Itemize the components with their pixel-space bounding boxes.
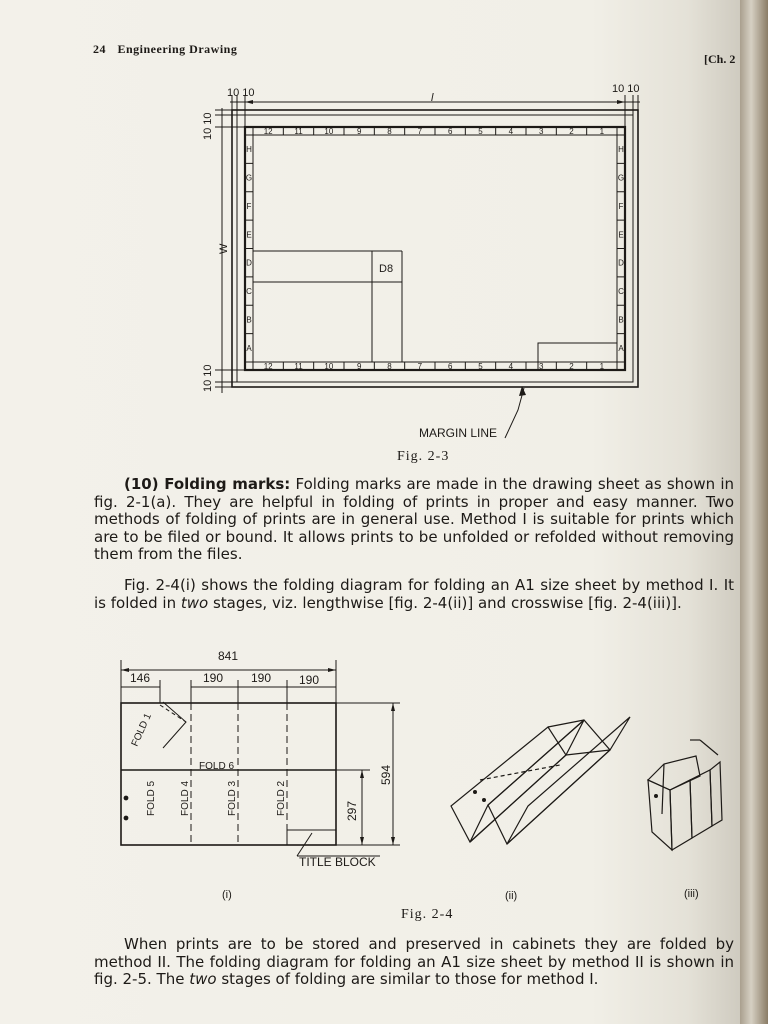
zone-column-label-bottom: 7: [417, 362, 423, 371]
zone-column-label-top: 12: [263, 127, 273, 136]
dim-190-b: 190: [251, 671, 272, 685]
zone-column-label-top: 6: [447, 127, 453, 136]
zone-column-label-top: 7: [417, 127, 423, 136]
figure-2-4-caption: Fig. 2-4: [401, 907, 454, 922]
dim-594: 594: [379, 764, 393, 785]
drawing-frame: [245, 127, 625, 370]
folding-marks-text: Folding marks are made in the drawing sheet as shown in fig. 2-1(a). They are helpful in folding of prints in proper and easy manner. Two methods of folding of prints are in general use. Method I is suitable for prints which are to be filed or bound. It allows prints to be unfolded or refolded without removing them from the files.: [94, 475, 734, 563]
zone-column-label-top: 9: [356, 127, 362, 136]
zone-row-label-right: D: [618, 258, 624, 268]
sheet-margin-border: [237, 115, 633, 382]
dim-top-left: 10 10: [227, 87, 255, 99]
zone-row-label-right: F: [618, 201, 624, 211]
zone-column-label-top: 1: [599, 127, 605, 136]
chapter-reference: [Ch. 2: [704, 52, 736, 66]
dim-length: l: [431, 92, 434, 104]
zone-column-label-top: 5: [478, 127, 483, 136]
zone-column-label-top: 8: [387, 127, 392, 136]
dim-190-a: 190: [203, 671, 224, 685]
zone-column-label-bottom: 3: [538, 362, 544, 371]
page-number: 24: [93, 42, 106, 56]
fold-1-label: FOLD 1: [129, 711, 154, 749]
title-block-rect: [287, 830, 336, 845]
fold-3-label: FOLD 3: [227, 780, 238, 816]
dim-side-bottom: 10 10: [202, 364, 214, 392]
sub-figure-ii-label: (ii): [505, 890, 518, 902]
zone-column-label-bottom: 6: [447, 362, 453, 371]
zone-row-label-left: B: [246, 315, 252, 325]
zone-column-label-bottom: 10: [324, 362, 334, 371]
zone-column-label-top: 11: [294, 127, 303, 136]
figure-2-3: [0, 0, 740, 470]
zone-column-label-bottom: 2: [569, 362, 574, 371]
zone-row-label-left: E: [246, 230, 252, 240]
paragraph-folding-marks: [94, 476, 734, 564]
fold-illustration-iii: [648, 740, 722, 850]
dim-top-right: 10 10: [612, 83, 640, 95]
zone-column-label-top: 3: [538, 127, 544, 136]
zone-row-label-right: G: [617, 173, 625, 183]
zone-row-label-left: D: [246, 258, 252, 268]
folding-marks-heading: (10) Folding marks:: [124, 475, 291, 493]
figure-2-3-caption: Fig. 2-3: [397, 449, 450, 464]
zone-row-label-right: C: [618, 287, 624, 297]
zone-column-label-top: 10: [324, 127, 334, 136]
zone-column-label-top: 4: [508, 127, 514, 136]
zone-row-label-right: B: [618, 315, 624, 325]
zone-row-label-left: H: [246, 145, 252, 155]
dim-190-c: 190: [299, 673, 320, 687]
sub-figure-iii-label: (iii): [684, 888, 699, 900]
paragraph-method-two: When prints are to be stored and preserved in cabinets they are folded by method II. The folding diagram for folding an A1 size sheet by method II is shown in fig. 2-5. The two stages of folding are similar to those for method I.: [94, 935, 734, 988]
title-block-box: [538, 343, 617, 370]
zone-column-label-top: 2: [569, 127, 574, 136]
book-title: Engineering Drawing: [117, 42, 238, 56]
zone-row-label-left: A: [246, 343, 252, 353]
zone-row-label-right: A: [618, 343, 624, 353]
dim-146: 146: [130, 671, 151, 685]
page-edge-shadow: [740, 0, 768, 1024]
zone-row-label-left: G: [245, 173, 253, 183]
a1-sheet-outline: [121, 703, 336, 845]
zone-column-label-bottom: 1: [599, 362, 605, 371]
zone-box-label: D8: [379, 263, 394, 275]
fold-illustration-ii: [451, 717, 630, 844]
zone-column-label-bottom: 9: [356, 362, 362, 371]
fold-6-label: FOLD 6: [199, 761, 235, 772]
zone-column-label-bottom: 5: [478, 362, 483, 371]
zone-row-label-right: H: [618, 145, 624, 155]
sheet-outer-border: [232, 110, 638, 387]
fold-4-label: FOLD 4: [180, 780, 191, 816]
title-block-label: TITLE BLOCK: [299, 855, 376, 869]
fold-5-label: FOLD 5: [146, 780, 157, 816]
dim-841: 841: [218, 649, 239, 663]
zone-row-label-left: F: [246, 201, 252, 211]
dim-297: 297: [345, 800, 359, 821]
zone-column-label-bottom: 8: [387, 362, 392, 371]
zone-row-label-left: C: [246, 287, 252, 297]
zone-row-label-right: E: [618, 230, 624, 240]
paragraph-method-one: Fig. 2-4(i) shows the folding diagram for folding an A1 size sheet by method I. It is folded in two stages, viz. lengthwise [fig. 2-4(ii)] and crosswise [fig. 2-4(iii)].: [94, 576, 734, 612]
zone-column-label-bottom: 12: [263, 362, 273, 371]
sub-figure-i-label: (i): [222, 889, 232, 901]
margin-line-label: MARGIN LINE: [419, 426, 498, 440]
fold-2-label: FOLD 2: [276, 780, 287, 816]
dim-side-top: 10 10: [202, 112, 214, 140]
dim-width: W: [218, 243, 230, 254]
zone-column-label-bottom: 11: [294, 362, 303, 371]
figure-2-4: [0, 640, 740, 920]
zone-column-label-bottom: 4: [508, 362, 514, 371]
